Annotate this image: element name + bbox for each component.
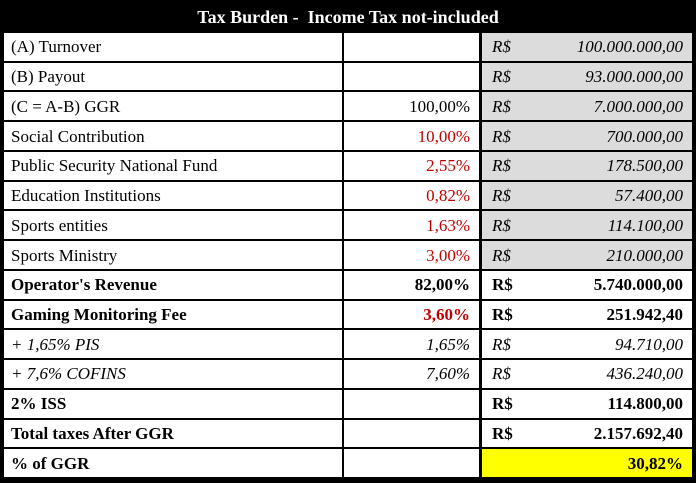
currency-symbol: R$	[492, 96, 511, 116]
value-cell	[482, 33, 692, 61]
percent-cell: 10,00%	[344, 122, 482, 150]
table-row	[4, 239, 692, 269]
row-label: + 1,65% PIS	[4, 330, 344, 358]
value-cell	[482, 63, 692, 91]
value-cell	[482, 301, 692, 329]
row-label: Sports Ministry	[4, 241, 344, 269]
percent-cell: 82,00%	[344, 271, 482, 299]
currency-symbol: R$	[492, 275, 513, 295]
row-label: Education Institutions	[4, 182, 344, 210]
amount-value: 178.500,00	[606, 156, 683, 176]
row-label: Social Contribution	[4, 122, 344, 150]
amount-value: 210.000,00	[606, 245, 683, 265]
percent-cell	[344, 390, 482, 418]
row-label: Operator's Revenue	[4, 271, 344, 299]
percent-cell: 3,00%	[344, 241, 482, 269]
amount-value: 114.100,00	[607, 215, 683, 235]
value-cell	[482, 390, 692, 418]
table-row	[4, 418, 692, 448]
table-row	[4, 31, 692, 61]
amount-value: 57.400,00	[615, 186, 683, 206]
percent-cell	[344, 63, 482, 91]
currency-symbol: R$	[492, 37, 511, 57]
currency-symbol: R$	[492, 215, 511, 235]
currency-symbol: R$	[492, 364, 511, 384]
currency-symbol: R$	[492, 67, 511, 87]
percent-cell	[344, 449, 482, 477]
currency-symbol: R$	[492, 394, 513, 414]
value-cell	[482, 211, 692, 239]
row-label: 2% ISS	[4, 390, 344, 418]
table-row	[4, 328, 692, 358]
value-cell	[482, 420, 692, 448]
table-row	[4, 120, 692, 150]
table-row	[4, 61, 692, 91]
percent-cell: 1,63%	[344, 211, 482, 239]
percent-cell	[344, 420, 482, 448]
row-label: (C = A-B) GGR	[4, 92, 344, 120]
table-title: Tax Burden - Income Tax not-included	[4, 4, 692, 31]
percent-cell: 3,60%	[344, 301, 482, 329]
table-row	[4, 388, 692, 418]
table-row	[4, 180, 692, 210]
row-label: Sports entities	[4, 211, 344, 239]
amount-value: 100.000.000,00	[576, 37, 683, 57]
currency-symbol: R$	[492, 156, 511, 176]
amount-value: 436.240,00	[606, 364, 683, 384]
currency-symbol: R$	[492, 126, 511, 146]
value-cell	[482, 271, 692, 299]
value-cell	[482, 360, 692, 388]
amount-value: 114.800,00	[607, 394, 683, 414]
amount-value: 700.000,00	[606, 126, 683, 146]
value-cell	[482, 241, 692, 269]
table-row	[4, 90, 692, 120]
table-row	[4, 209, 692, 239]
currency-symbol: R$	[492, 186, 511, 206]
percent-cell: 100,00%	[344, 92, 482, 120]
table-row	[4, 358, 692, 388]
value-cell	[482, 330, 692, 358]
row-label: + 7,6% COFINS	[4, 360, 344, 388]
table-row	[4, 299, 692, 329]
table-row	[4, 150, 692, 180]
percent-cell: 1,65%	[344, 330, 482, 358]
percent-cell: 7,60%	[344, 360, 482, 388]
table-row	[4, 269, 692, 299]
amount-value: 2.157.692,40	[593, 423, 683, 443]
value-cell	[482, 152, 692, 180]
row-label: Total taxes After GGR	[4, 420, 344, 448]
amount-value: 251.942,40	[606, 304, 683, 324]
table-row-total	[4, 447, 692, 477]
amount-value: 93.000.000,00	[585, 67, 683, 87]
percent-cell: 0,82%	[344, 182, 482, 210]
currency-symbol: R$	[492, 334, 511, 354]
row-label: % of GGR	[4, 449, 344, 477]
currency-symbol: R$	[492, 423, 513, 443]
row-label: Gaming Monitoring Fee	[4, 301, 344, 329]
value-cell	[482, 92, 692, 120]
amount-value: 94.710,00	[615, 334, 683, 354]
percent-cell	[344, 33, 482, 61]
value-cell	[482, 122, 692, 150]
value-cell-highlighted	[482, 449, 692, 477]
amount-value: 7.000.000,00	[593, 96, 683, 116]
amount-value: 30,82%	[627, 453, 683, 473]
row-label: (A) Turnover	[4, 33, 344, 61]
row-label: Public Security National Fund	[4, 152, 344, 180]
currency-symbol: R$	[492, 245, 511, 265]
percent-cell: 2,55%	[344, 152, 482, 180]
row-label: (B) Payout	[4, 63, 344, 91]
amount-value: 5.740.000,00	[593, 275, 683, 295]
currency-symbol: R$	[492, 304, 513, 324]
value-cell	[482, 182, 692, 210]
